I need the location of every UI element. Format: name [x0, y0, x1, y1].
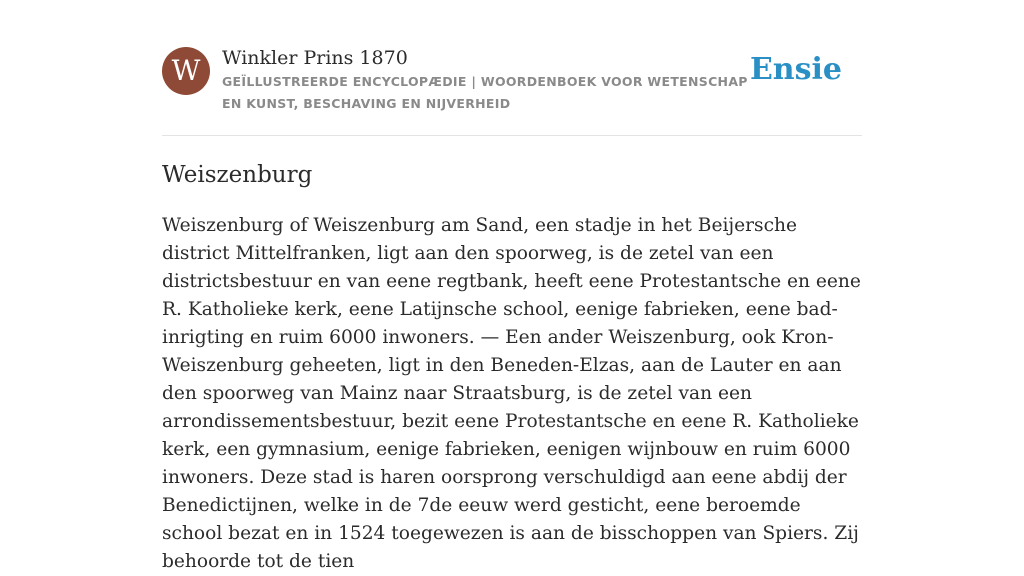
entry-body: Weiszenburg of Weiszenburg am Sand, een stadje in het Beijersche district Mittelfranken, ligt aan den spoorweg, is de zetel van een districtsbestuur en van eene regtbank, heeft eene Protestantsche en eene R. Katholieke kerk, eene Latijnsche school, eenige fabrieken, eene bad-inrigting en ruim 6000 inwoners. — Een ander Weiszenburg, ook Kron-Weiszenburg geheeten, ligt in den Beneden-Elzas, aan de Lauter en aan den spoorweg van Mainz naar Straatsburg, is de zetel van een arrondissementsbestuur, bezit eene Protestantsche en eene R. Katholieke kerk, een gymnasium, eenige fabrieken, eenigen wijnbouw en ruim 6000 inwoners. Deze stad is haren oorsprong verschuldigd aan eene abdij der Benedictijnen, welke in de 7de eeuw werd gesticht, eene beroemde school bezat en in 1524 toegewezen is aan de bisschoppen van Spiers. Zij behoorde tot de tien	[162, 215, 861, 572]
book-title[interactable]: Winkler Prins 1870	[222, 47, 408, 69]
page-container	[162, 0, 862, 572]
book-header	[162, 0, 862, 136]
entry-title: Weiszenburg	[162, 162, 313, 188]
avatar[interactable]: W	[162, 47, 210, 95]
ensie-logo[interactable]: Ensie	[749, 52, 842, 87]
book-subtitle: GEÏLLUSTREERDE ENCYCLOPÆDIE | WOORDENBOEK VOOR WETENSCHAP EN KUNST, BESCHAVING EN NIJVERHEID	[222, 74, 748, 111]
book-meta	[222, 45, 752, 115]
